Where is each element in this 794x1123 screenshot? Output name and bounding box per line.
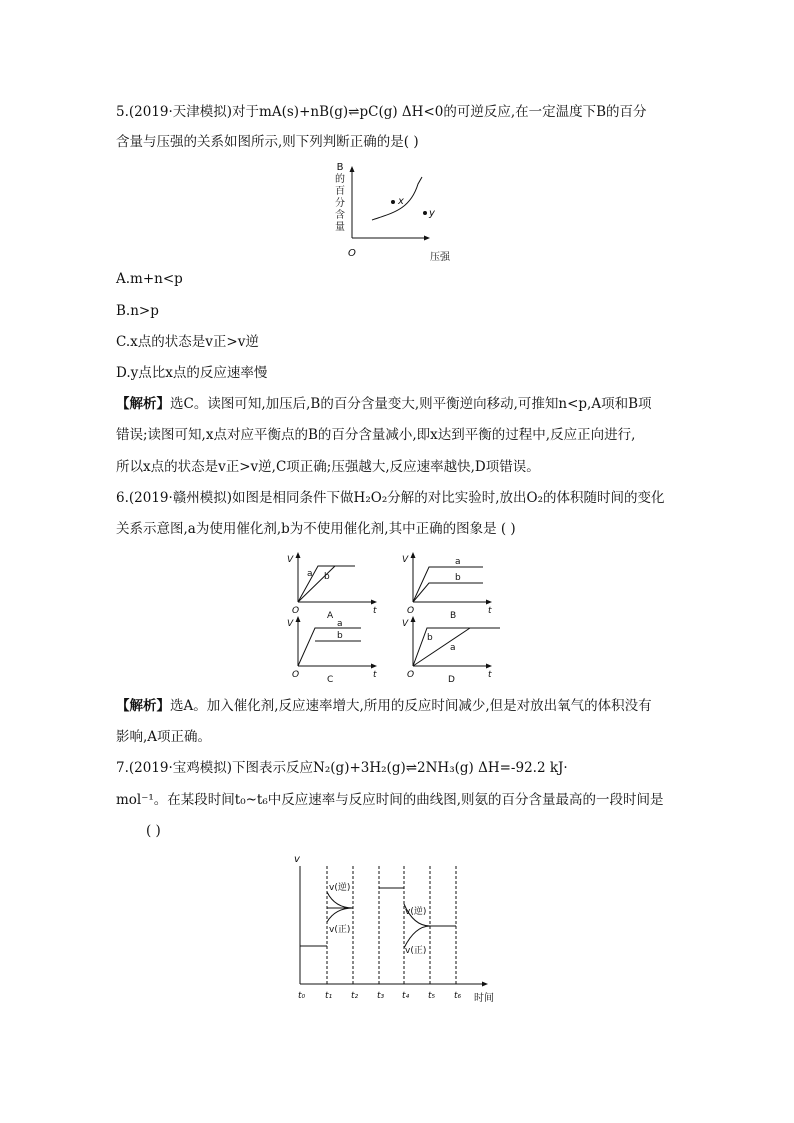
q6-b-label-b: b xyxy=(455,573,461,583)
q5-option-c: C.x点的状态是v正>v逆 xyxy=(116,334,259,350)
q6-b-tlabel: t xyxy=(488,606,492,616)
q7-curve-fwd-2 xyxy=(404,926,430,948)
q5-label-y: y xyxy=(429,208,435,219)
q7-stem-line3: ( ) xyxy=(146,823,161,839)
q6-a-tlabel: t xyxy=(373,606,377,616)
q7-figure xyxy=(288,852,508,1007)
q5-analysis-line1 xyxy=(116,395,652,413)
q6-analysis-tag: 【解析】 xyxy=(116,698,170,714)
q5-y-arrow xyxy=(350,166,355,172)
q6-analysis-line2: 影响,A项正确。 xyxy=(116,729,212,745)
q6-a-caption: A xyxy=(327,611,334,621)
q6-b-origin: O xyxy=(407,606,415,616)
q6-d-label-b: b xyxy=(427,633,433,643)
q5-ylabel-6: 量 xyxy=(335,222,345,233)
q6-a-label-b: b xyxy=(324,572,330,582)
q6-c-label-b: b xyxy=(337,631,343,641)
q6-d-origin: O xyxy=(407,670,415,680)
q7-tick-t1: t₁ xyxy=(325,991,333,1001)
q7-curve-fwd-1 xyxy=(327,908,353,922)
q7-tick-t4: t₄ xyxy=(402,991,410,1001)
q6-graph-a xyxy=(285,550,385,620)
q7-label-fwd-2: v(正) xyxy=(405,946,427,956)
q5-curve xyxy=(372,177,422,220)
q7-tick-t5: t₅ xyxy=(428,991,436,1001)
q5-point-x xyxy=(391,200,395,204)
q6-b-label-a: a xyxy=(455,557,461,567)
q6-b-caption: B xyxy=(450,611,457,621)
q5-option-a: A.m+n<p xyxy=(116,271,183,287)
q6-analysis-text1: 选A。加入催化剂,反应速率增大,所用的反应时间减少,但是对放出氧气的体积没有 xyxy=(170,698,652,714)
q6-c-label-a: a xyxy=(337,619,343,629)
q5-analysis-text1: 选C。读图可知,加压后,B的百分含量变大,则平衡逆向移动,可推知n<p,A项和B项 xyxy=(170,396,652,412)
q7-tick-t2: t₂ xyxy=(351,991,359,1001)
q5-ylabel-5: 含 xyxy=(335,210,345,221)
q6-d-caption: D xyxy=(448,675,455,685)
q5-xlabel: 压强 xyxy=(430,252,450,263)
q6-b-line-b xyxy=(413,583,483,602)
q6-graph-b xyxy=(400,550,500,620)
q7-label-rev-2: v(逆) xyxy=(405,907,427,917)
q5-option-d: D.y点比x点的反应速率慢 xyxy=(116,365,268,381)
q7-stem-line1: 7.(2019·宝鸡模拟)下图表示反应N₂(g)+3H₂(g)⇌2NH₃(g) ΔH=-92.2 kJ· xyxy=(116,760,568,776)
q7-label-rev-1: v(逆) xyxy=(329,883,351,893)
q5-analysis-line2: 错误;读图可知,x点对应平衡点的B的百分含量减小,即x达到平衡的过程中,反应正向进行, xyxy=(116,427,636,443)
q6-stem-line2: 关系示意图,a为使用催化剂,b为不使用催化剂,其中正确的图象是 ( ) xyxy=(116,521,516,537)
q7-stem-line2: mol⁻¹。在某段时间t₀~t₆中反应速率与反应时间的曲线图,则氨的百分含量最高的一段时间是 xyxy=(116,792,664,808)
q5-ylabel-1: B xyxy=(336,162,344,173)
q7-tick-t6: t₆ xyxy=(454,991,462,1001)
q5-ylabel-2: 的 xyxy=(335,174,345,185)
q6-c-vlabel: V xyxy=(287,619,294,629)
q5-stem-line1: 5.(2019·天津模拟)对于mA(s)+nB(g)⇌pC(g) ΔH<0的可逆反应,在一定温度下B的百分 xyxy=(116,104,647,120)
q6-c-line-a xyxy=(298,628,361,666)
q7-tick-t3: t₃ xyxy=(377,991,385,1001)
q6-d-label-a: a xyxy=(450,643,456,653)
q5-option-b: B.n>p xyxy=(116,303,159,319)
q6-a-vlabel: V xyxy=(287,555,294,565)
q5-x-arrow xyxy=(424,236,430,241)
q6-d-tlabel: t xyxy=(488,670,492,680)
q6-graph-c xyxy=(285,614,385,684)
q7-ylabel: v xyxy=(294,854,300,865)
q6-a-origin: O xyxy=(292,606,300,616)
q6-c-origin: O xyxy=(292,670,300,680)
q6-b-vlabel: V xyxy=(402,555,409,565)
q5-ylabel-4: 分 xyxy=(335,198,345,209)
q5-ylabel-3: 百 xyxy=(335,186,345,197)
q6-b-line-a xyxy=(413,567,483,602)
q6-d-vlabel: V xyxy=(402,619,409,629)
q6-c-caption: C xyxy=(327,675,334,685)
q5-label-x: x xyxy=(398,196,404,207)
q7-curve-rev-1 xyxy=(327,892,353,908)
q5-point-y xyxy=(423,211,427,215)
q5-stem-line2: 含量与压强的关系如图所示,则下列判断正确的是( ) xyxy=(116,134,419,150)
q7-xlabel: 时间 xyxy=(474,993,494,1004)
q5-analysis-line3: 所以x点的状态是v正>v逆,C项正确;压强越大,反应速率越快,D项错误。 xyxy=(116,459,540,475)
q7-tick-t0: t₀ xyxy=(298,991,306,1001)
q6-c-tlabel: t xyxy=(373,670,377,680)
q6-stem-line1: 6.(2019·赣州模拟)如图是相同条件下做H₂O₂分解的对比实验时,放出O₂的体积随时间的变化 xyxy=(116,490,665,506)
q6-graph-d xyxy=(400,614,510,684)
q6-a-label-a: a xyxy=(307,569,313,579)
q5-origin: O xyxy=(348,248,356,259)
q5-figure xyxy=(330,158,470,268)
q5-analysis-tag: 【解析】 xyxy=(116,396,170,412)
q6-d-line-a xyxy=(413,628,470,666)
q7-label-fwd-1: v(正) xyxy=(329,925,351,935)
q6-analysis-line1 xyxy=(116,697,652,715)
